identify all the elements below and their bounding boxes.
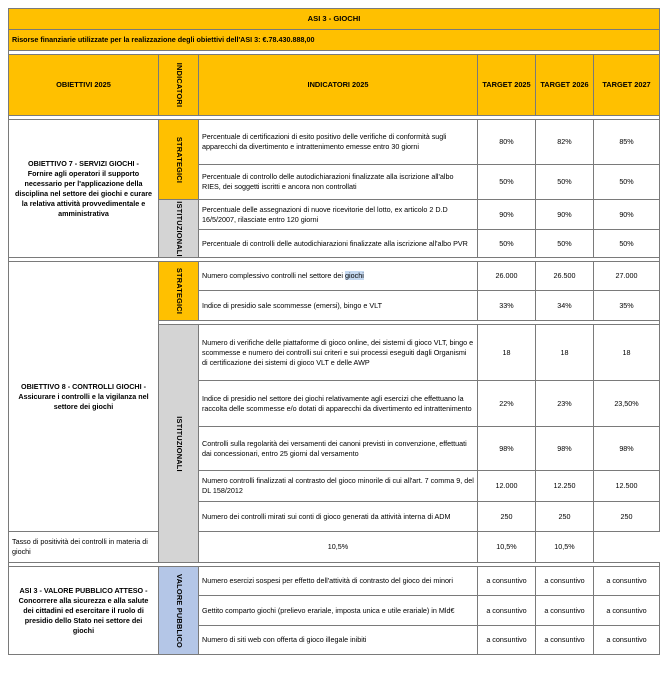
type-valore-pubblico-label: VALORE PUBBLICO — [174, 573, 184, 648]
indicator-text: Percentuale delle assegnazioni di nuove ricevitorie del lotto, ex articolo 2 D.D 16/5/2007, rilasciate entro 120 giorni — [199, 200, 478, 230]
indicator-text: Percentuale di certificazioni di esito positivo delle verifiche di conformità sugli apparecchi da divertimento e intrattenimento emesse entro 30 giorni — [199, 120, 478, 165]
table-row — [9, 120, 660, 165]
objective-asi3: ASI 3 - VALORE PUBBLICO ATTESO - Concorrere alla sicurezza e alla salute dei cittadini ed esercitare il ruolo di presidio dello Stato nei settore dei giochi — [9, 567, 159, 655]
indicator-text: Percentuale di controlli delle autodichiarazioni finalizzate alla iscrizione all'albo PVR — [199, 230, 478, 258]
target-2026-value: a consuntivo — [536, 567, 594, 596]
type-istituzionali — [159, 325, 199, 563]
indicator-text: Tasso di positività dei controlli in materia di giochi — [9, 532, 159, 563]
target-2027-value: 50% — [594, 165, 660, 200]
indicator-text: Numero di verifiche delle piattaforme di gioco online, dei sistemi di gioco VLT, bingo e scommesse e numero dei controlli sui criteri e sui processi eseguiti dagli Organismi di certificazione dei sistemi di gioco VLT e delle AWP — [199, 325, 478, 381]
target-2027-value: a consuntivo — [594, 596, 660, 626]
target-2025-value: 22% — [478, 381, 536, 427]
funds-row — [9, 30, 660, 51]
target-2025-value: 12.000 — [478, 471, 536, 502]
objective-7: OBIETTIVO 7 - SERVIZI GIOCHI - Fornire agli operatori il supporto necessario per l'applicazione della disciplina nel settore dei giochi e curare la relativa attività provvedimentale e amministrativa — [9, 120, 159, 258]
objective-8: OBIETTIVO 8 - CONTROLLI GIOCHI - Assicurare i controlli e la vigilanza nel settore dei giochi — [9, 262, 159, 532]
target-2026-value: 50% — [536, 165, 594, 200]
indicator-text: Gettito comparto giochi (prelievo erariale, imposta unica e utile erariale) in Mld€ — [199, 596, 478, 626]
indicator-text: Numero di siti web con offerta di gioco illegale inibiti — [199, 626, 478, 655]
target-2025-value: 50% — [478, 230, 536, 258]
header-indicatori-type — [159, 55, 199, 116]
target-2026-value: 98% — [536, 427, 594, 471]
target-2026-value: 23% — [536, 381, 594, 427]
target-2027-value: 35% — [594, 291, 660, 321]
target-2026-value: 18 — [536, 325, 594, 381]
indicator-text: Indice di presidio nel settore dei giochi relativamente agli esercizi che effettuano la raccolta delle scommesse e/o dotati di apparecchi da divertimento ed intrattenimento — [199, 381, 478, 427]
target-2025-value: 33% — [478, 291, 536, 321]
header-obiettivi: OBIETTIVI 2025 — [9, 55, 159, 116]
type-istituzionali-label: ISTITUZIONALI — [174, 200, 184, 257]
document-title: ASI 3 - GIOCHI — [9, 9, 660, 30]
header-indicatori-type-label: INDICATORI — [174, 62, 184, 108]
header-target-2027: TARGET 2027 — [594, 55, 660, 116]
table-row — [9, 567, 660, 596]
type-istituzionali — [159, 200, 199, 258]
target-2026-value: 90% — [536, 200, 594, 230]
title-row — [9, 9, 660, 30]
target-2025-value: 50% — [478, 165, 536, 200]
document — [8, 8, 659, 655]
target-2027-value: 85% — [594, 120, 660, 165]
type-istituzionali-label: ISTITUZIONALI — [174, 415, 184, 472]
target-2026-value: 250 — [536, 502, 594, 532]
header-target-2025: TARGET 2025 — [478, 55, 536, 116]
table-row — [9, 532, 660, 563]
indicator-text: Numero controlli finalizzati al contrasto del gioco minorile di cui all'art. 7 comma 9, del DL 158/2012 — [199, 471, 478, 502]
target-2025-value: 26.000 — [478, 262, 536, 291]
target-2027-value: 27.000 — [594, 262, 660, 291]
target-2026-value: a consuntivo — [536, 596, 594, 626]
target-2027-value: 12.500 — [594, 471, 660, 502]
target-2027-value: 23,50% — [594, 381, 660, 427]
target-2027-value: a consuntivo — [594, 626, 660, 655]
target-2025-value: 80% — [478, 120, 536, 165]
table-row — [9, 262, 660, 291]
indicator-text: Indice di presidio sale scommesse (emersi), bingo e VLT — [199, 291, 478, 321]
target-2027-value: 18 — [594, 325, 660, 381]
target-2025-value: 250 — [478, 502, 536, 532]
target-2027-value: 250 — [594, 502, 660, 532]
header-row — [9, 55, 660, 116]
target-2026-value: 10,5% — [478, 532, 536, 563]
indicator-text-part: Numero complessivo controlli nel settore dei — [202, 271, 346, 280]
indicator-text: Controlli sulla regolarità dei versamenti dei canoni previsti in convenzione, effettuati dai concessionari, entro 25 giorni dal versamento — [199, 427, 478, 471]
target-2025-value: a consuntivo — [478, 626, 536, 655]
highlighted-word: giochi — [345, 271, 364, 280]
target-2025-value: a consuntivo — [478, 596, 536, 626]
header-indicatori: INDICATORI 2025 — [199, 55, 478, 116]
target-2026-value: 12.250 — [536, 471, 594, 502]
type-strategici-label: STRATEGICI — [174, 267, 184, 315]
type-valore-pubblico — [159, 567, 199, 655]
target-2025-value: 18 — [478, 325, 536, 381]
target-2027-value: 10,5% — [536, 532, 594, 563]
funds-text: Risorse finanziarie utilizzate per la realizzazione degli obiettivi dell'ASI 3: €.78.430.888,00 — [9, 30, 660, 51]
target-2025-value: 98% — [478, 427, 536, 471]
target-2026-value: 34% — [536, 291, 594, 321]
target-2027-value: 50% — [594, 230, 660, 258]
asi3-table — [8, 8, 660, 655]
type-strategici — [159, 120, 199, 200]
indicator-text: Percentuale di controllo delle autodichiarazioni finalizzate alla iscrizione all'albo RIES, dei soggetti iscritti e ancora non controllati — [199, 165, 478, 200]
target-2025-value: 90% — [478, 200, 536, 230]
target-2026-value: 26.500 — [536, 262, 594, 291]
header-target-2026: TARGET 2026 — [536, 55, 594, 116]
target-2026-value: a consuntivo — [536, 626, 594, 655]
indicator-text: Numero esercizi sospesi per effetto dell'attività di contrasto del gioco dei minori — [199, 567, 478, 596]
target-2027-value: a consuntivo — [594, 567, 660, 596]
target-2027-value: 90% — [594, 200, 660, 230]
type-strategici — [159, 262, 199, 321]
target-2025-value: 10,5% — [199, 532, 478, 563]
indicator-text — [199, 262, 478, 291]
target-2026-value: 50% — [536, 230, 594, 258]
target-2025-value: a consuntivo — [478, 567, 536, 596]
indicator-text: Numero dei controlli mirati sui conti di gioco generati da attività interna di ADM — [199, 502, 478, 532]
target-2027-value: 98% — [594, 427, 660, 471]
target-2026-value: 82% — [536, 120, 594, 165]
type-strategici-label: STRATEGICI — [174, 136, 184, 183]
